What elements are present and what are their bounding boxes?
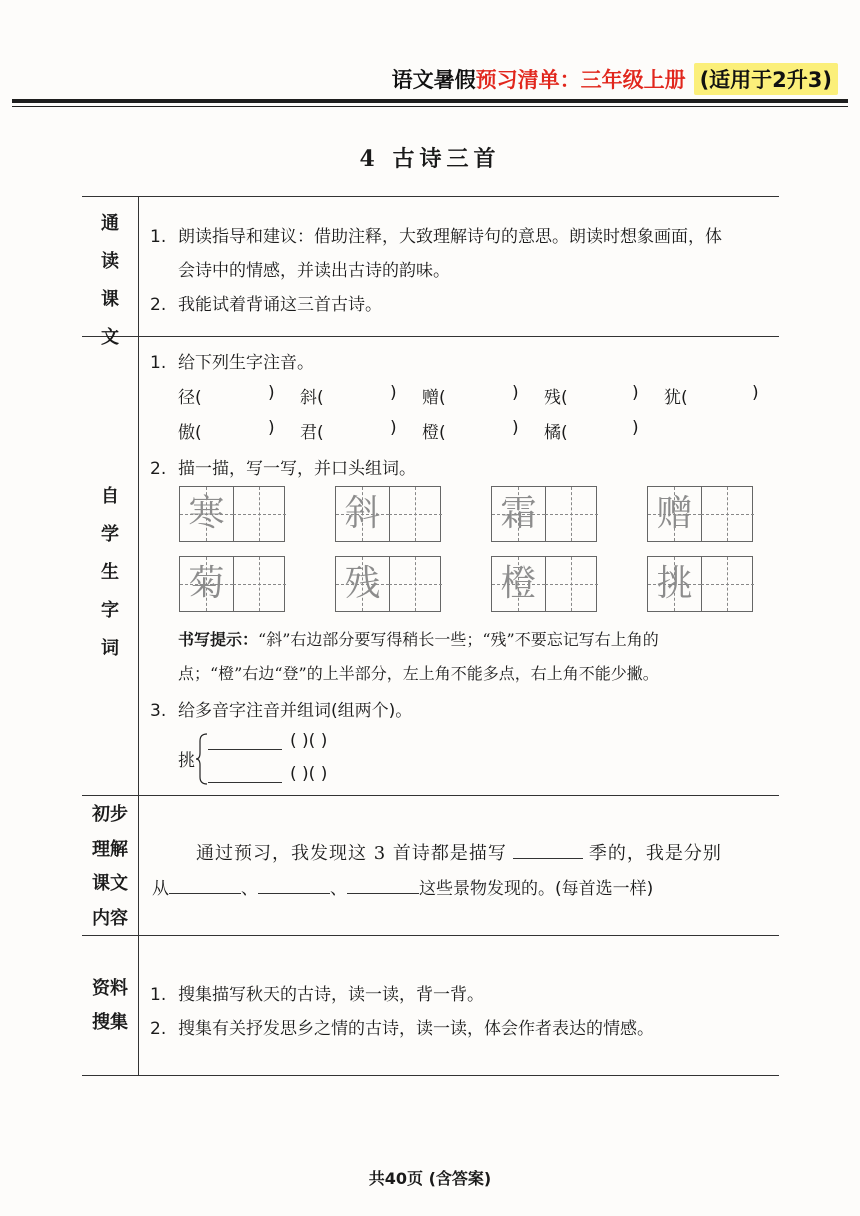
label-char: 课 bbox=[101, 289, 119, 310]
scenery-blank[interactable] bbox=[347, 879, 419, 894]
pinyin-close: ) bbox=[268, 383, 275, 403]
item-text: 我能试着背诵这三首古诗。 bbox=[178, 295, 382, 315]
understand-text: 季的，我是分别 bbox=[588, 843, 722, 864]
item-text: 朗读指导和建议：借助注释，大致理解诗句的意思。朗读时想象画面，体 bbox=[178, 227, 722, 247]
separator: 、 bbox=[241, 879, 258, 899]
item-text: 给下列生字注音。 bbox=[178, 353, 314, 373]
label-char: 读 bbox=[101, 251, 119, 272]
writing-tip-cont: 点；“橙”右边“登”的上半部分，左上角不能多点，右上角不能少撇。 bbox=[178, 664, 659, 683]
item-number: 1. bbox=[150, 227, 167, 247]
pinyin-blank[interactable] bbox=[208, 749, 282, 750]
trace-char: 菊 bbox=[188, 563, 225, 604]
understand-text: 通过预习，我发现这 3 首诗都是描写 bbox=[196, 843, 507, 864]
item-text: 描一描，写一写，并口头组词。 bbox=[178, 459, 416, 479]
label-line: 理解 bbox=[92, 838, 128, 860]
tip-text: “斜”右边部分要写得稍长一些；“残”不要忘记写右上角的 bbox=[258, 630, 659, 649]
season-blank[interactable] bbox=[513, 844, 583, 859]
pinyin-close: ) bbox=[512, 383, 519, 403]
pinyin-open: 斜( bbox=[300, 388, 324, 408]
question-3 bbox=[150, 696, 412, 721]
pinyin-close: ) bbox=[632, 383, 639, 403]
table-row-divider bbox=[82, 935, 779, 936]
understand-text: 这些景物发现的。(每首选一样) bbox=[419, 879, 654, 899]
header-list-title: 预习清单：三年级上册 bbox=[475, 68, 686, 92]
pinyin-open: 傲( bbox=[178, 423, 202, 443]
label-char: 字 bbox=[101, 600, 119, 621]
header-title bbox=[392, 62, 838, 96]
pinyin-close: ) bbox=[632, 418, 639, 438]
label-char: 生 bbox=[101, 562, 119, 583]
table-row-divider bbox=[82, 336, 779, 337]
item-number: 3. bbox=[150, 701, 167, 721]
label-line: 搜集 bbox=[92, 1012, 128, 1033]
pinyin-open: 径( bbox=[178, 388, 202, 408]
collect-item-2 bbox=[150, 1014, 654, 1039]
item-text: 搜集描写秋天的古诗，读一读，背一背。 bbox=[178, 985, 484, 1005]
header-rule-thick bbox=[12, 99, 848, 103]
pinyin-blank[interactable] bbox=[208, 782, 282, 783]
writing-tip bbox=[178, 627, 659, 650]
pinyin-open: 君( bbox=[300, 423, 324, 443]
section-label-understand bbox=[82, 798, 138, 936]
section-label-read bbox=[82, 205, 138, 357]
writing-grid[interactable] bbox=[335, 556, 441, 612]
section-label-characters bbox=[82, 478, 138, 668]
pinyin-close: ) bbox=[268, 418, 275, 438]
scenery-blank[interactable] bbox=[258, 879, 330, 894]
item-number: 2. bbox=[150, 1019, 167, 1039]
grade-badge: (适用于2升3) bbox=[694, 63, 838, 95]
pinyin-close: ) bbox=[512, 418, 519, 438]
read-item-2 bbox=[150, 290, 382, 315]
polyphone-char: 挑 bbox=[178, 751, 195, 771]
trace-char: 橙 bbox=[500, 563, 537, 604]
pinyin-open: 犹( bbox=[664, 388, 688, 408]
understand-text: 从 bbox=[152, 879, 169, 899]
writing-grid[interactable] bbox=[179, 556, 285, 612]
label-char: 词 bbox=[101, 638, 119, 659]
scenery-blank[interactable] bbox=[169, 879, 241, 894]
trace-char: 赠 bbox=[656, 493, 693, 534]
label-line: 内容 bbox=[92, 907, 128, 929]
pinyin-open: 残( bbox=[544, 388, 568, 408]
trace-char: 寒 bbox=[188, 493, 225, 534]
table-column-divider bbox=[138, 196, 139, 1076]
table-top-rule bbox=[82, 196, 779, 197]
understand-line-1 bbox=[196, 839, 722, 865]
label-line: 资料 bbox=[92, 978, 128, 999]
item-text: 给多音字注音并组词(组两个)。 bbox=[178, 701, 413, 721]
question-1 bbox=[150, 348, 314, 373]
item-text: 搜集有关抒发思乡之情的古诗，读一读，体会作者表达的情感。 bbox=[178, 1019, 654, 1039]
item-number: 2. bbox=[150, 295, 167, 315]
read-item-1 bbox=[150, 222, 722, 247]
collect-item-1 bbox=[150, 980, 484, 1005]
pinyin-open: 赠( bbox=[422, 388, 446, 408]
writing-grid[interactable] bbox=[179, 486, 285, 542]
label-char: 文 bbox=[101, 327, 119, 348]
trace-char: 霜 bbox=[500, 493, 537, 534]
table-bottom-rule bbox=[82, 1075, 779, 1076]
word-blanks[interactable]: ( )( ) bbox=[290, 731, 328, 751]
pinyin-open: 橘( bbox=[544, 423, 568, 443]
writing-grid[interactable] bbox=[335, 486, 441, 542]
header-subject: 语文暑假 bbox=[391, 68, 476, 92]
label-line: 初步 bbox=[92, 804, 128, 825]
item-number: 1. bbox=[150, 985, 167, 1005]
table-row-divider bbox=[82, 795, 779, 796]
label-char: 学 bbox=[101, 524, 119, 545]
pinyin-close: ) bbox=[390, 383, 397, 403]
page-footer: 共40页 (含答案) bbox=[368, 1169, 492, 1188]
pinyin-close: ) bbox=[752, 383, 759, 403]
writing-grid[interactable] bbox=[647, 486, 753, 542]
trace-char: 斜 bbox=[344, 493, 381, 534]
brace-icon bbox=[196, 733, 208, 785]
writing-grid[interactable] bbox=[491, 556, 597, 612]
word-blanks[interactable]: ( )( ) bbox=[290, 764, 328, 784]
item-number: 2. bbox=[150, 459, 167, 479]
section-label-collect bbox=[82, 972, 138, 1040]
label-char: 通 bbox=[101, 213, 119, 234]
pinyin-close: ) bbox=[390, 418, 397, 438]
tip-label: 书写提示： bbox=[178, 630, 259, 649]
trace-char: 挑 bbox=[656, 563, 693, 604]
understand-line-2 bbox=[152, 874, 653, 899]
trace-char: 残 bbox=[344, 563, 381, 604]
label-char: 自 bbox=[101, 486, 119, 507]
writing-grid[interactable] bbox=[491, 486, 597, 542]
pinyin-open: 橙( bbox=[422, 423, 446, 443]
writing-grid[interactable] bbox=[647, 556, 753, 612]
item-number: 1. bbox=[150, 353, 167, 373]
label-line: 课文 bbox=[92, 873, 128, 894]
header-rule-thin bbox=[12, 106, 848, 107]
read-item-1-cont: 会诗中的情感，并读出古诗的韵味。 bbox=[178, 261, 450, 281]
separator: 、 bbox=[330, 879, 347, 899]
lesson-title: 4 古诗三首 bbox=[359, 146, 501, 172]
question-2 bbox=[150, 454, 416, 479]
